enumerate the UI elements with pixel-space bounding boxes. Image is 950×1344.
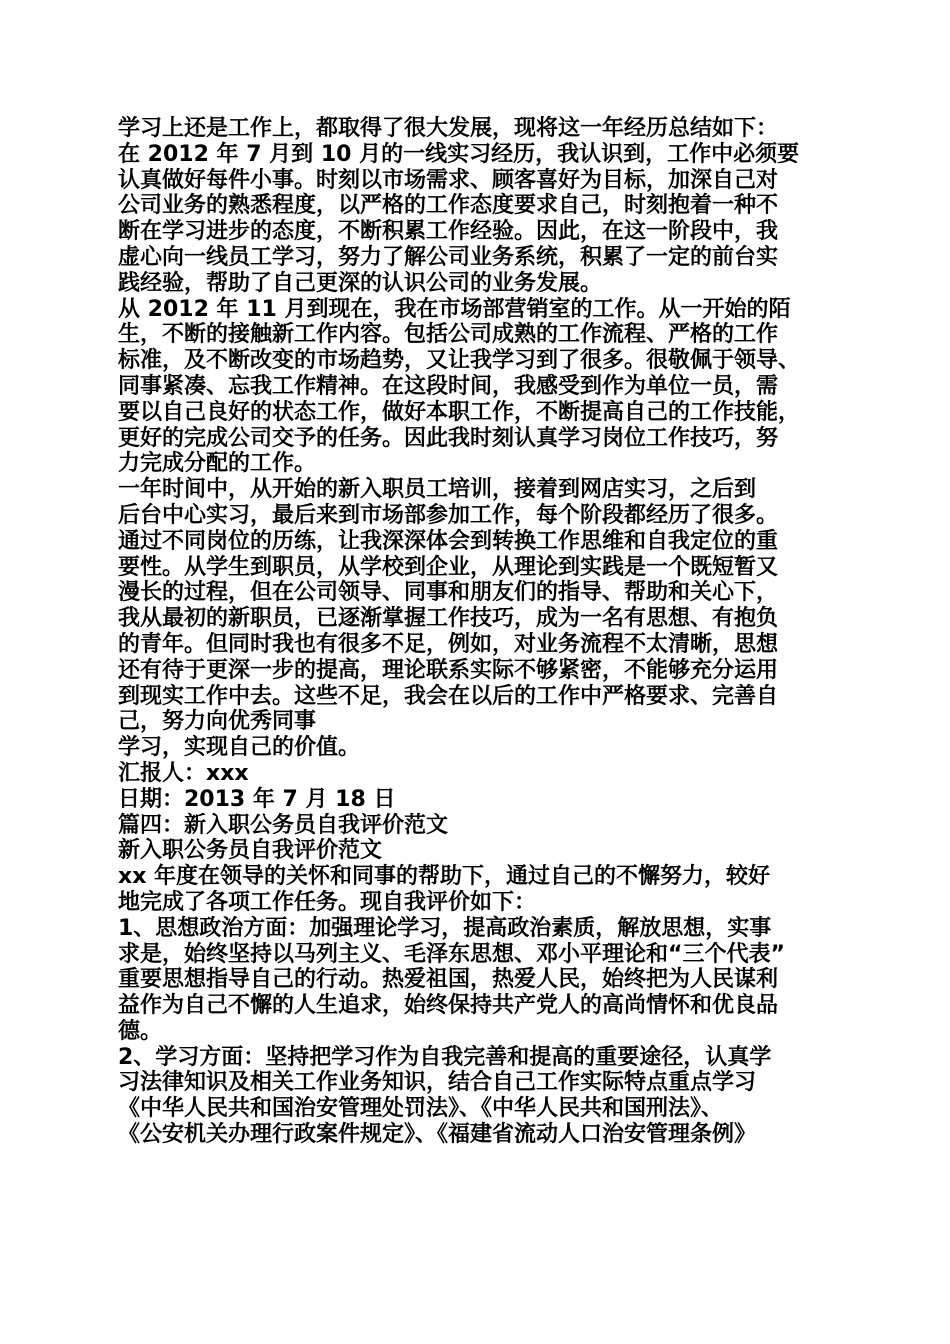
text-line: 要以自己良好的状态工作，做好本职工作，不断提高自己的工作技能， bbox=[118, 399, 801, 425]
text-line: 漫长的过程，但在公司领导、同事和朋友们的指导、帮助和关心下， bbox=[118, 580, 779, 606]
text-line: 还有待于更深一步的提高，理论联系实际不够紧密，不能够充分运用 bbox=[118, 657, 779, 683]
section-title: 新入职公务员自我评价范文 bbox=[118, 838, 383, 864]
text-line: 到现实工作中去。这些不足，我会在以后的工作中严格要求、完善自 bbox=[118, 683, 779, 709]
text-line: 我从最初的新职员，已逐渐掌握工作技巧，成为一名有思想、有抱负 bbox=[118, 606, 779, 632]
text-line: xx 年度在领导的关怀和同事的帮助下，通过自己的不懈努力，较好 bbox=[118, 864, 771, 890]
text-line: 德。 bbox=[118, 1018, 163, 1044]
document-body bbox=[118, 116, 843, 1148]
text-line: 地完成了各项工作任务。现自我评价如下： bbox=[118, 889, 537, 915]
text-line: 重要思想指导自己的行动。热爱祖国，热爱人民，始终把为人民谋利 bbox=[118, 967, 779, 993]
reporter-line: 汇报人：xxx bbox=[118, 760, 249, 786]
text-line: 后台中心实习，最后来到市场部参加工作，每个阶段都经历了很多。 bbox=[118, 502, 779, 528]
text-line: 益作为自己不懈的人生追求，始终保持共产党人的高尚情怀和优良品 bbox=[118, 993, 779, 1019]
text-line: 一年时间中，从开始的新入职员工培训，接着到网店实习，之后到 bbox=[118, 477, 757, 503]
text-line: 断在学习进步的态度，不断积累工作经验。因此，在这一阶段中，我 bbox=[118, 219, 779, 245]
text-line: 学习，实现自己的价值。 bbox=[118, 735, 361, 761]
text-line: 1、思想政治方面：加强理论学习，提高政治素质，解放思想，实事 bbox=[118, 915, 772, 941]
section-heading: 篇四：新入职公务员自我评价范文 bbox=[118, 812, 449, 838]
text-line: 求是，始终坚持以马列主义、毛泽东思想、邓小平理论和“三个代表” bbox=[118, 941, 785, 967]
text-line: 学习上还是工作上，都取得了很大发展，现将这一年经历总结如下： bbox=[118, 116, 779, 141]
text-line: 己，努力向优秀同事 bbox=[118, 709, 317, 735]
text-line: 认真做好每件小事。时刻以市场需求、顾客喜好为目标，加深自己对 bbox=[118, 167, 779, 193]
text-line: 习法律知识及相关工作业务知识，结合自己工作实际特点重点学习 bbox=[118, 1070, 757, 1096]
text-line: 力完成分配的工作。 bbox=[118, 451, 317, 477]
text-line: 《公安机关办理行政案件规定》、《福建省流动人口治安管理条例》 bbox=[118, 1122, 757, 1148]
text-line: 虚心向一线员工学习，努力了解公司业务系统，积累了一定的前台实 bbox=[118, 244, 779, 270]
text-line: 标准，及不断改变的市场趋势，又让我学习到了很多。很敬佩于领导、 bbox=[118, 348, 801, 374]
text-line: 要性。从学生到职员，从学校到企业，从理论到实践是一个既短暂又 bbox=[118, 554, 779, 580]
text-line: 通过不同岗位的历练，让我深深体会到转换工作思维和自我定位的重 bbox=[118, 528, 779, 554]
text-line: 从 2012 年 11 月到现在，我在市场部营销室的工作。从一开始的陌 bbox=[118, 296, 791, 322]
text-line: 的青年。但同时我也有很多不足，例如，对业务流程不太清晰，思想 bbox=[118, 631, 779, 657]
text-line: 生，不断的接触新工作内容。包括公司成熟的工作流程、严格的工作 bbox=[118, 322, 779, 348]
text-line: 更好的完成公司交予的任务。因此我时刻认真学习岗位工作技巧，努 bbox=[118, 425, 779, 451]
text-line: 2、学习方面：坚持把学习作为自我完善和提高的重要途径，认真学 bbox=[118, 1044, 772, 1070]
text-line: 践经验，帮助了自己更深的认识公司的业务发展。 bbox=[118, 270, 603, 296]
text-line: 《中华人民共和国治安管理处罚法》、《中华人民共和国刑法》、 bbox=[118, 1096, 724, 1122]
date-line: 日期：2013 年 7 月 18 日 bbox=[118, 786, 396, 812]
text-line: 公司业务的熟悉程度，以严格的工作态度要求自己，时刻抱着一种不 bbox=[118, 193, 779, 219]
text-line: 在 2012 年 7 月到 10 月的一线实习经历，我认识到，工作中必须要 bbox=[118, 141, 800, 167]
text-line: 同事紧凑、忘我工作精神。在这段时间，我感受到作为单位一员，需 bbox=[118, 373, 779, 399]
